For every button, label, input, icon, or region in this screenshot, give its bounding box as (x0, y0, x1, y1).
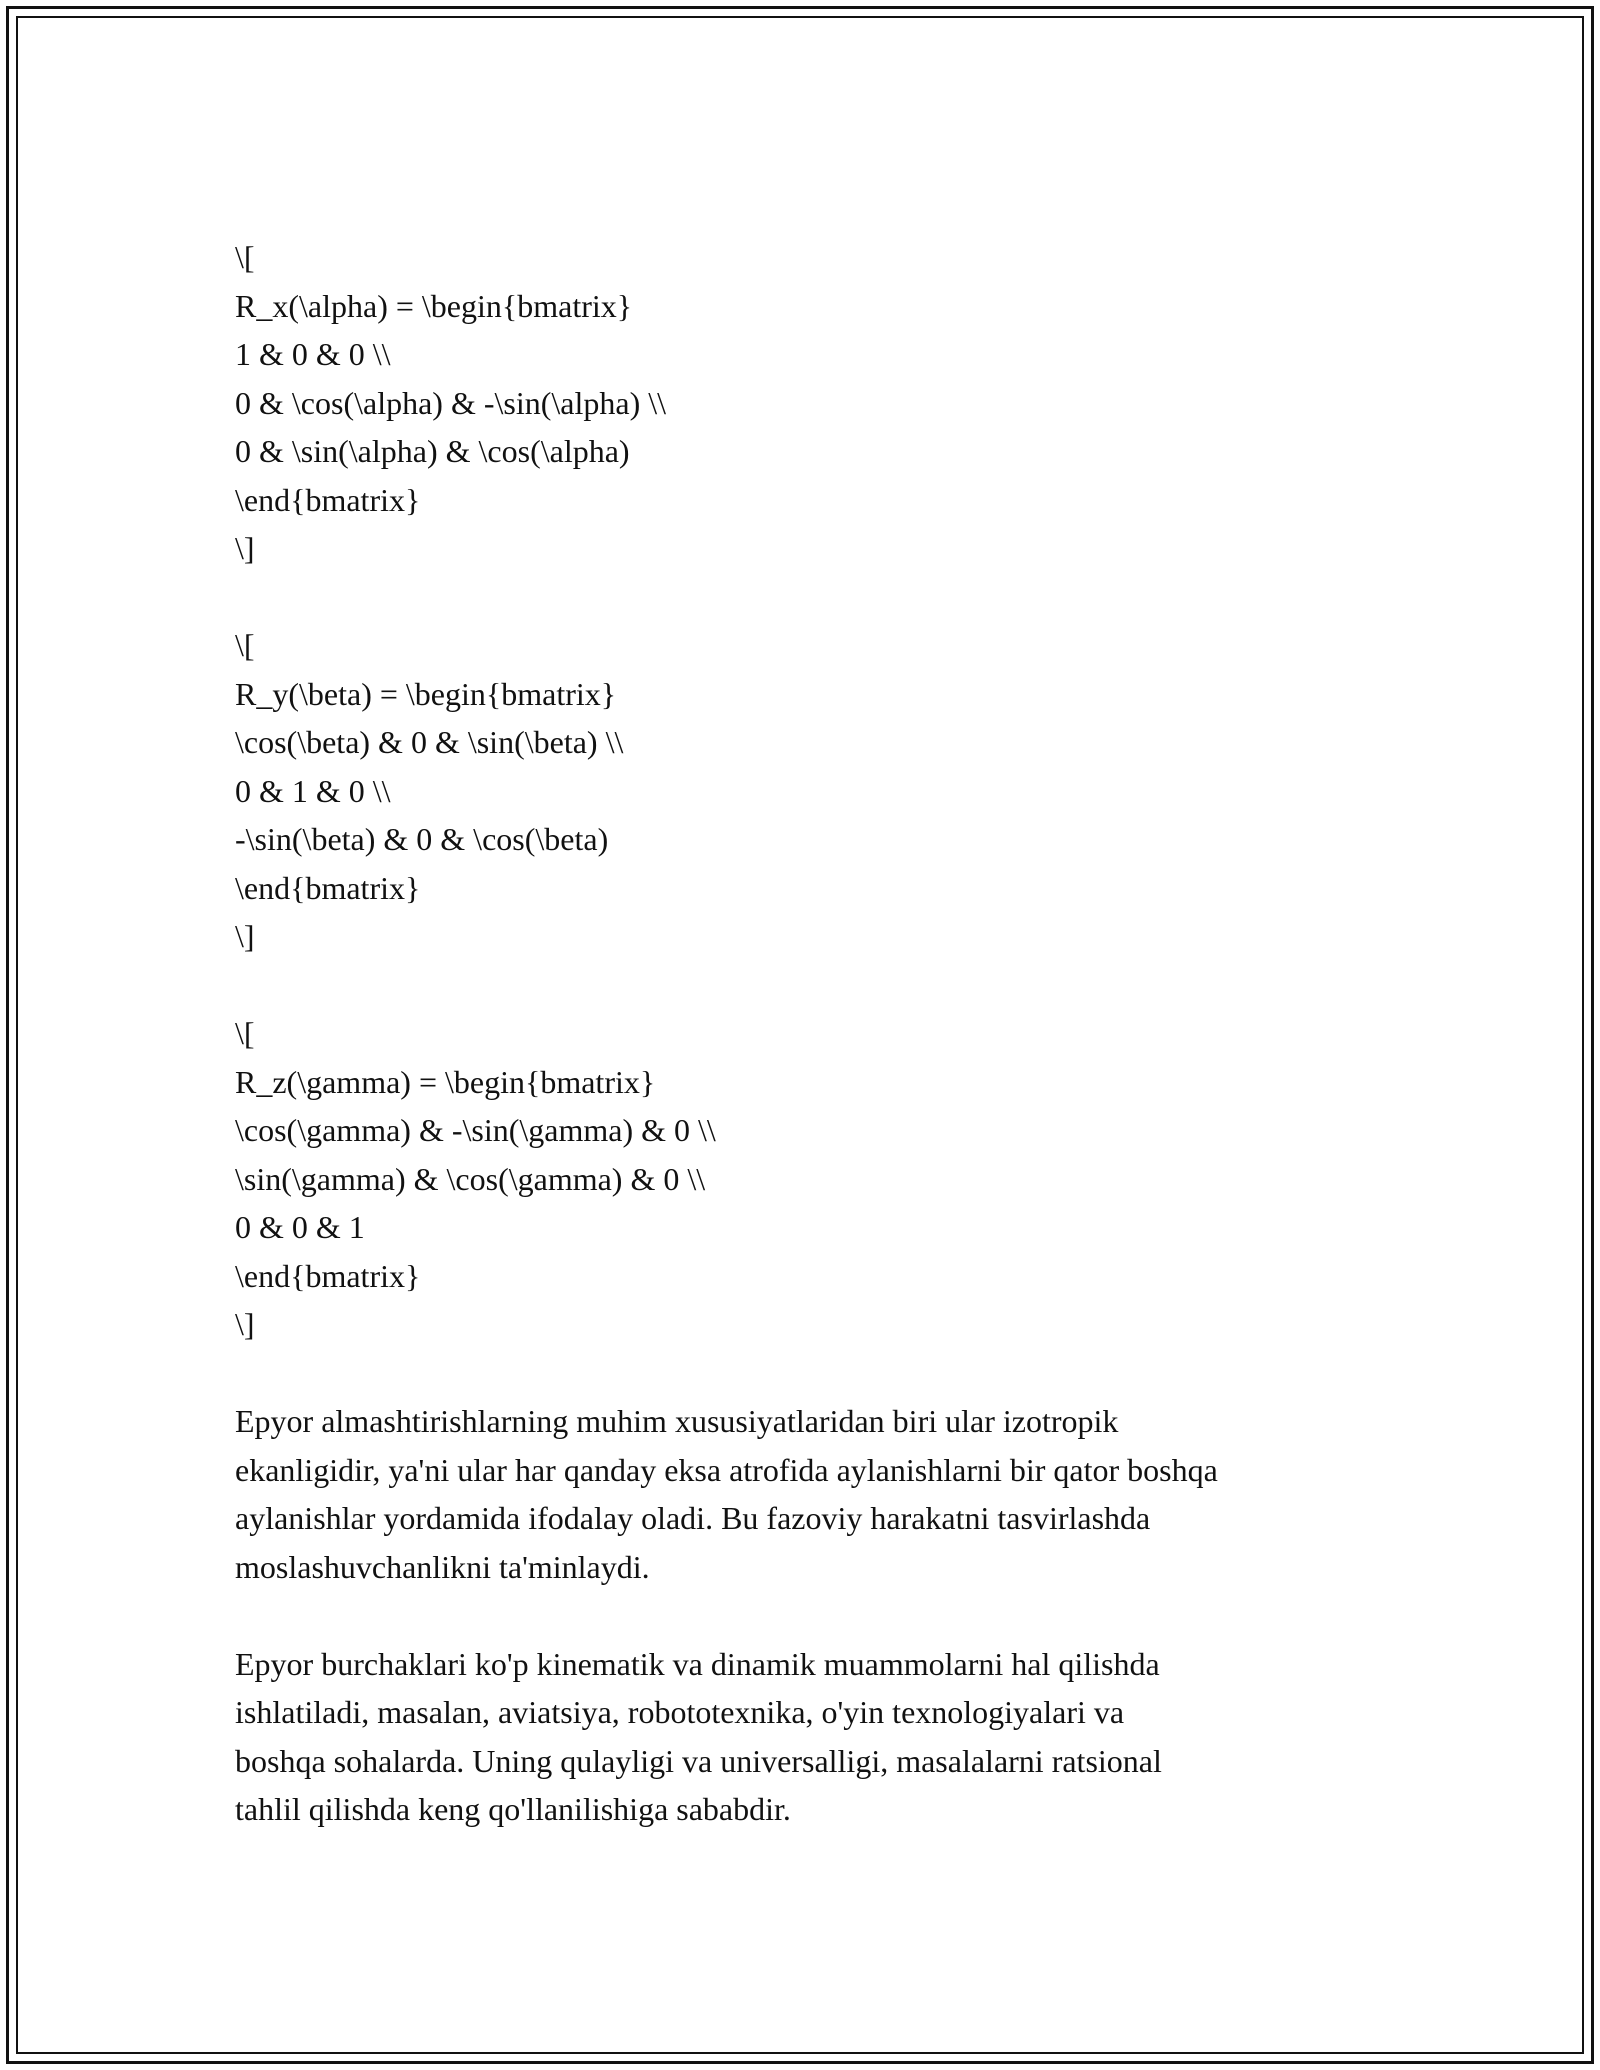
paragraph-applications (235, 1640, 1385, 1834)
paragraph-line: tahlil qilishda keng qo'llanilishiga sababdir. (235, 1791, 791, 1827)
equation-line: 0 & 1 & 0 \\ (235, 772, 391, 809)
equation-line: 1 & 0 & 0 \\ (235, 336, 391, 372)
equation-line: 0 & \cos(\alpha) & -\sin(\alpha) \\ (235, 384, 666, 421)
equation-line: 0 & \sin(\alpha) & \cos(\alpha) (235, 433, 630, 469)
equation-line: \cos(\beta) & 0 & \sin(\beta) \\ (235, 724, 624, 760)
equation-line: \] (235, 530, 255, 566)
equation-rx (235, 233, 1385, 573)
paragraph-line: aylanishlar yordamida ifodalay oladi. Bu fazoviy harakatni tasvirlashda (235, 1500, 1151, 1536)
equation-line: -\sin(\beta) & 0 & \cos(\beta) (235, 821, 609, 857)
paragraph-line: ishlatiladi, masalan, aviatsiya, robototexnika, o'yin texnologiyalari va (235, 1694, 1125, 1730)
equation-line: \] (235, 1306, 255, 1342)
equation-line: \] (235, 918, 255, 954)
equation-line: R_z(\gamma) = \begin{bmatrix} (235, 1063, 656, 1100)
equation-line: \[ (235, 627, 255, 663)
equation-line: \end{bmatrix} (235, 869, 421, 906)
document-body (235, 233, 1385, 1834)
equation-line: \sin(\gamma) & \cos(\gamma) & 0 \\ (235, 1160, 706, 1197)
paragraph-line: moslashuvchanlikni ta'minlaydi. (235, 1548, 650, 1585)
equation-line: \cos(\gamma) & -\sin(\gamma) & 0 \\ (235, 1112, 716, 1148)
spacer (235, 1591, 1385, 1640)
paragraph-isotropy (235, 1397, 1385, 1591)
equation-line: \end{bmatrix} (235, 1257, 421, 1294)
paragraph-line: Epyor almashtirishlarning muhim xususiyatlaridan biri ular izotropik (235, 1403, 1119, 1439)
paragraph-line: boshqa sohalarda. Uning qulayligi va universalligi, masalalarni ratsional (235, 1742, 1162, 1779)
equation-line: R_y(\beta) = \begin{bmatrix} (235, 675, 617, 712)
spacer (235, 573, 1385, 622)
paragraph-line: Epyor burchaklari ko'p kinematik va dinamik muammolarni hal qilishda (235, 1645, 1160, 1682)
equation-rz (235, 1009, 1385, 1349)
spacer (235, 1349, 1385, 1398)
equation-line: \end{bmatrix} (235, 481, 421, 518)
spacer (235, 961, 1385, 1010)
equation-line: 0 & 0 & 1 (235, 1209, 365, 1245)
equation-ry (235, 621, 1385, 961)
paragraph-line: ekanligidir, ya'ni ular har qanday eksa atrofida aylanishlarni bir qator boshqa (235, 1451, 1218, 1488)
equation-line: R_x(\alpha) = \begin{bmatrix} (235, 287, 633, 324)
equation-line: \[ (235, 239, 255, 275)
equation-line: \[ (235, 1015, 255, 1051)
